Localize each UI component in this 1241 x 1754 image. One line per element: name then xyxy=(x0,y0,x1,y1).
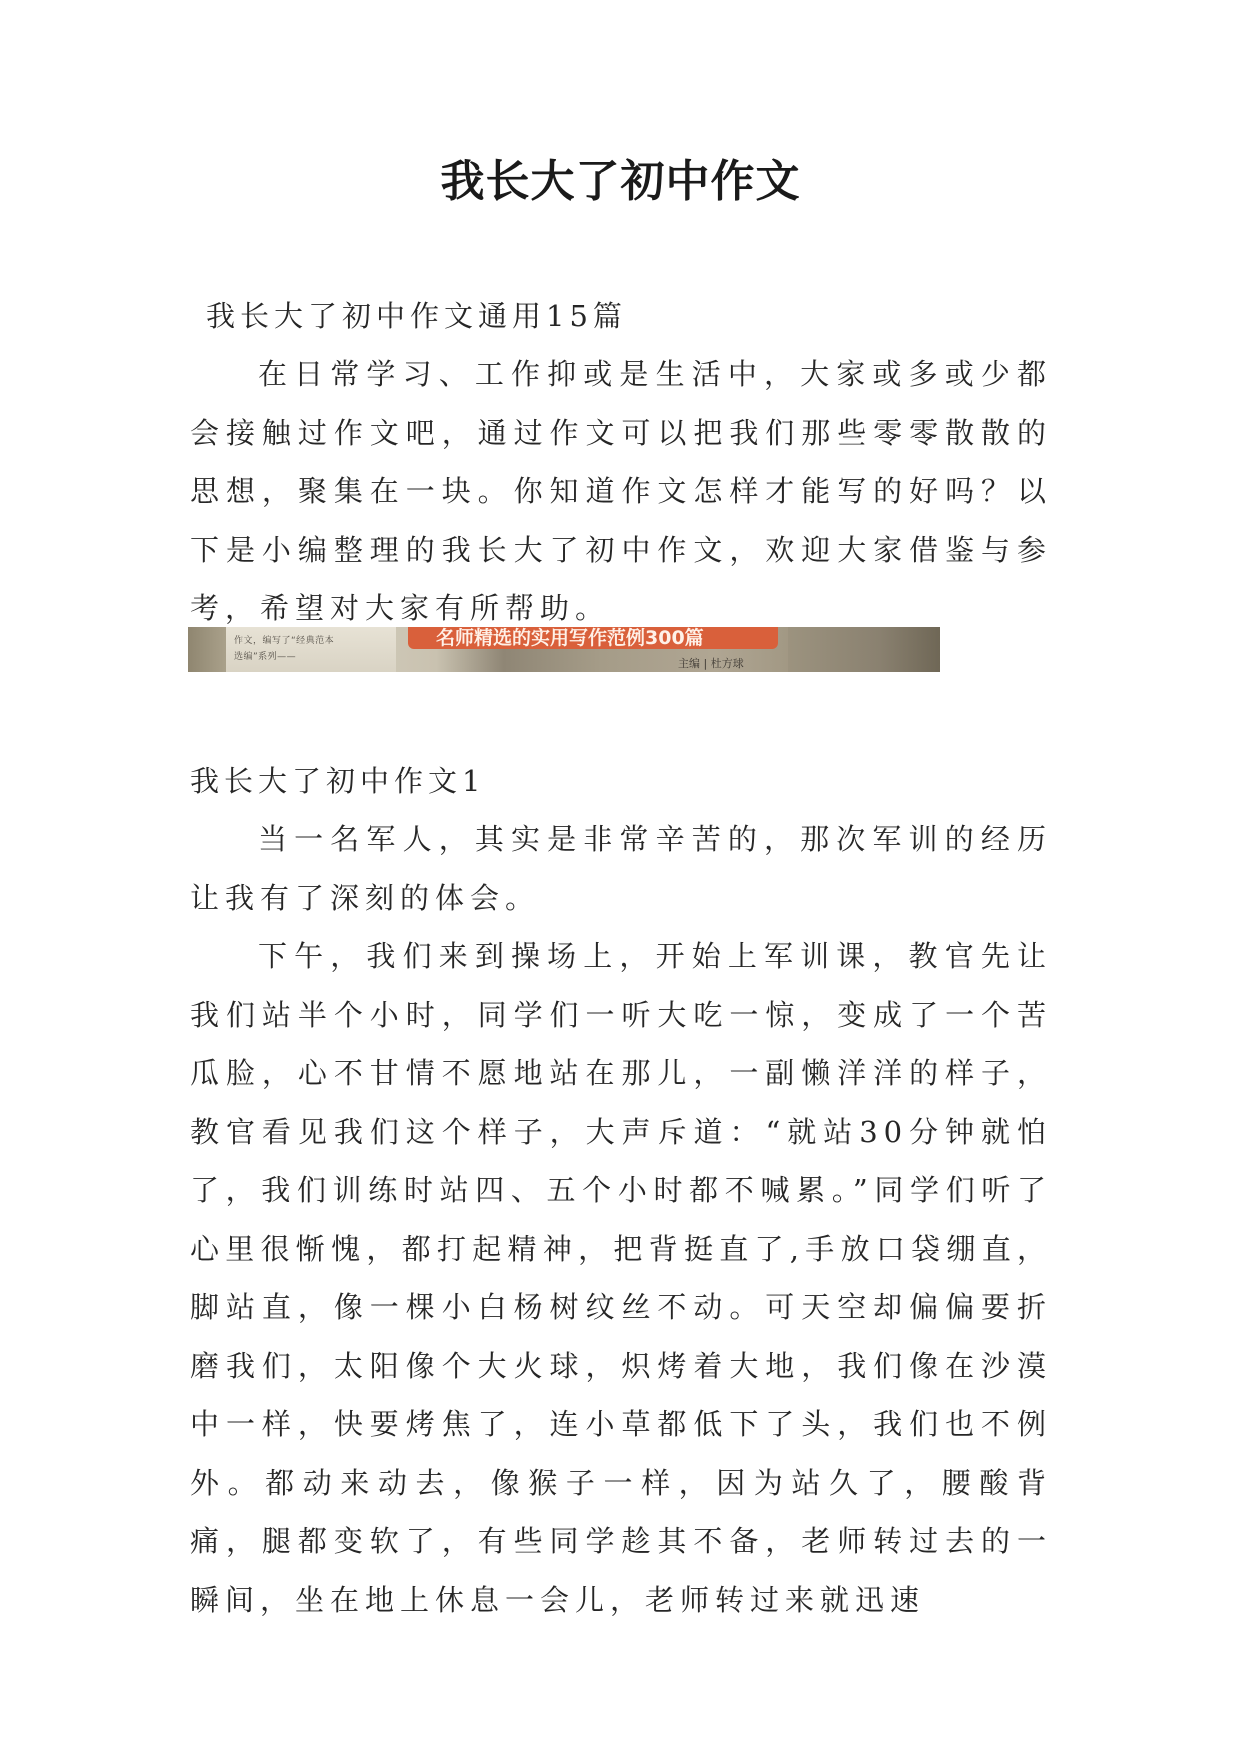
essay-body xyxy=(190,810,1052,1629)
essay-heading: 我长大了初中作文1 xyxy=(190,764,486,798)
document-subtitle: 我长大了初中作文通用15篇 xyxy=(206,299,627,333)
book-paper-text-line-2: 选编”系列—— xyxy=(234,652,297,662)
book-editor-text: 主编 | 杜方球 xyxy=(678,657,744,670)
book-spine-shadow xyxy=(788,627,940,672)
document-title: 我长大了初中作文 xyxy=(440,156,801,207)
intro-paragraph: 在日常学习、工作抑或是生活中，大家或多或少都会接触过作文吧，通过作文可以把我们那些零零散散的思想，聚集在一块。你知道作文怎样才能写的好吗？以下是小编整理的我长大了初中作文，欢迎大家借鉴与参考，希望对大家有所帮助。 xyxy=(190,357,1052,625)
intro-block xyxy=(190,345,1052,638)
essay-paragraph: 当一名军人，其实是非常辛苦的，那次军训的经历让我有了深刻的体会。 xyxy=(190,822,1052,915)
book-cover-image xyxy=(188,627,940,672)
book-paper-text-line-1: 作文，编写了“经典范本 xyxy=(234,636,335,646)
book-band-text: 名师精选的实用写作范例300篇 xyxy=(436,627,704,649)
essay-paragraph: 下午，我们来到操场上，开始上军训课，教官先让我们站半个小时，同学们一听大吃一惊，变成了一个苦瓜脸，心不甘情不愿地站在那儿，一副懒洋洋的样子，教官看见我们这个样子，大声斥道：“就站30分钟就怕了，我们训练时站四、五个小时都不喊累。”同学们听了心里很惭愧，都打起精神，把背挺直了,手放口袋绷直，脚站直，像一棵小白杨树纹丝不动。可天空却偏偏要折磨我们，太阳像个大火球，炽烤着大地，我们像在沙漠中一样，快要烤焦了，连小草都低下了头，我们也不例外。都动来动去，像猴子一样，因为站久了，腰酸背痛，腿都变软了，有些同学趁其不备，老师转过去的一瞬间，坐在地上休息一会儿，老师转过来就迅速 xyxy=(190,939,1052,1617)
